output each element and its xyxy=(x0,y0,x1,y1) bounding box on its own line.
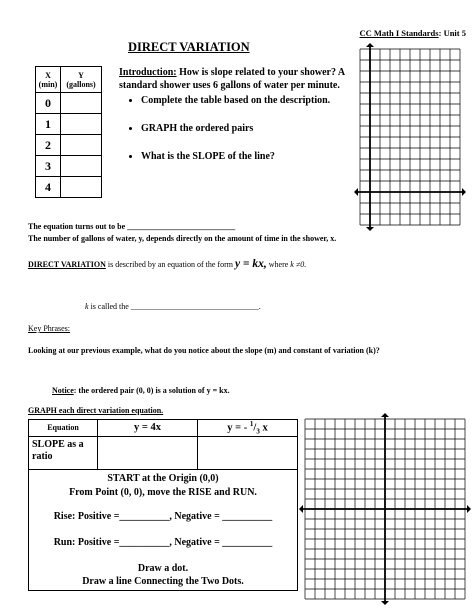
instructions-row xyxy=(29,469,298,590)
arrow-right-icon xyxy=(467,505,471,513)
key-phrases-heading: Key Phrases: xyxy=(28,324,70,333)
gallons-line: The number of gallons of water, y, depends directly on the amount of time in the shower, x. xyxy=(28,234,337,243)
coordinate-grid-top[interactable] xyxy=(352,42,468,232)
y-blank-cell[interactable] xyxy=(61,114,102,135)
slope-cell-1[interactable] xyxy=(98,436,198,469)
eq2-numerator: 1 xyxy=(249,420,254,428)
y-blank-cell[interactable] xyxy=(61,156,102,177)
y-blank-cell[interactable] xyxy=(61,135,102,156)
table-row xyxy=(36,135,102,156)
eq2-slash: / xyxy=(253,422,257,434)
instruction-line: Draw a line Connecting the Two Dots. xyxy=(82,575,244,587)
equation-col-header: Equation xyxy=(29,420,98,437)
y-header xyxy=(61,67,102,93)
instructions-cell xyxy=(29,469,298,590)
header-unit xyxy=(359,28,466,38)
bullet-item: • GRAPH the ordered pairs xyxy=(141,122,349,135)
table-row xyxy=(36,177,102,198)
x-value: 0 xyxy=(36,93,61,114)
intro-bullets xyxy=(119,94,349,163)
slope-cell-2[interactable] xyxy=(198,436,298,469)
notice-label: Notice xyxy=(52,386,74,395)
introduction xyxy=(119,66,349,163)
eq2-suffix: x xyxy=(259,422,268,434)
equation-line: The equation turns out to be ___________________________ xyxy=(28,222,236,231)
intro-text: How is slope related to your shower? A standard shower uses 6 gallons of water per minute. xyxy=(119,67,345,91)
intro-label: Introduction: xyxy=(119,67,177,78)
graph-each-heading: GRAPH each direct variation equation. xyxy=(28,406,164,415)
dv-form: y = kx, xyxy=(234,258,267,270)
arrow-right-icon xyxy=(462,188,466,196)
y-header-sub: (gallons) xyxy=(66,79,96,89)
x-value: 4 xyxy=(36,177,61,198)
unit-label: : Unit 5 xyxy=(438,28,466,38)
equation-1: y = 4x xyxy=(98,420,198,437)
instruction-line: Run: Positive =__________, Negative = __________ xyxy=(53,536,273,548)
bullet-item: • Complete the table based on the description. xyxy=(141,94,349,107)
table-header-row xyxy=(29,420,298,437)
x-header-label: X xyxy=(45,70,51,80)
x-header-sub: (min) xyxy=(38,79,58,89)
standards-label: CC Math I Standards xyxy=(359,28,439,38)
coordinate-grid-bottom[interactable] xyxy=(297,413,473,605)
table-row xyxy=(36,114,102,135)
notice-text: : the ordered pair (0, 0) is a solution of y = kx. xyxy=(73,386,230,395)
equation-2 xyxy=(198,420,298,437)
table-row xyxy=(36,156,102,177)
arrow-down-icon xyxy=(381,601,389,605)
k-called-line xyxy=(85,302,261,311)
x-header xyxy=(36,67,61,93)
arrow-down-icon xyxy=(366,227,374,231)
direct-variation-definition xyxy=(28,258,306,270)
page-title: DIRECT VARIATION xyxy=(128,40,250,54)
instruction-line: Rise: Positive =__________, Negative = __________ xyxy=(53,510,273,522)
x-value: 2 xyxy=(36,135,61,156)
instruction-line: Draw a dot. xyxy=(137,562,189,574)
slope-label: SLOPE as a ratio xyxy=(29,436,98,469)
instruction-line: From Point (0, 0), move the RISE and RUN. xyxy=(69,486,257,498)
notice-line xyxy=(52,386,230,395)
dv-where: where xyxy=(266,260,291,269)
instruction-line: START at the Origin (0,0) xyxy=(107,472,219,484)
k-text: is called the ________________________________. xyxy=(88,302,261,311)
y-blank-cell[interactable] xyxy=(61,177,102,198)
looking-question: Looking at our previous example, what do you notice about the slope (m) and constant of variation (k)? xyxy=(28,346,380,355)
graphing-table xyxy=(28,419,298,591)
dv-condition: k ≠0. xyxy=(290,260,307,269)
dv-middle: is described by an equation of the form xyxy=(105,260,235,269)
y-blank-cell[interactable] xyxy=(61,93,102,114)
table-row xyxy=(36,93,102,114)
arrow-left-icon xyxy=(354,188,358,196)
xy-table xyxy=(35,66,102,198)
eq2-denominator: 3 xyxy=(256,427,260,436)
eq2-prefix: y = - xyxy=(227,422,250,434)
x-value: 3 xyxy=(36,156,61,177)
slope-row xyxy=(29,436,298,469)
x-value: 1 xyxy=(36,114,61,135)
arrow-left-icon xyxy=(299,505,303,513)
intro-paragraph xyxy=(119,66,349,92)
y-header-label: Y xyxy=(78,70,84,80)
bullet-item: • What is the SLOPE of the line? xyxy=(141,150,349,163)
dv-term: DIRECT VARIATION xyxy=(28,260,106,269)
arrow-up-icon xyxy=(366,43,374,47)
k-symbol: k xyxy=(85,302,89,311)
arrow-up-icon xyxy=(381,413,389,417)
